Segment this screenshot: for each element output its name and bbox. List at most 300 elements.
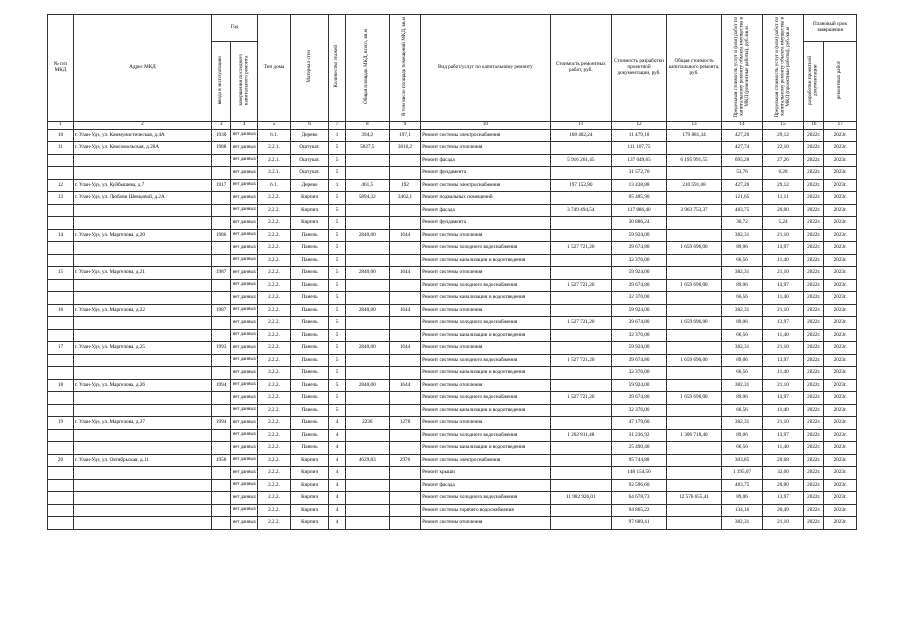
cell-deadline-design: 2022г.: [804, 442, 824, 455]
cell-cost-repair: [550, 229, 611, 242]
cell-total-area: [345, 217, 389, 230]
cell-num: 13: [48, 192, 74, 205]
cell-address: [73, 517, 211, 530]
header-deadline-repair: ремонтных работ: [824, 42, 857, 122]
cell-limit-design: 29,12: [763, 179, 804, 192]
header-num: № п/п МКД: [48, 15, 74, 122]
cell-year-built: 1930: [211, 129, 230, 142]
cell-num: [48, 154, 74, 167]
cell-living-area: [389, 517, 420, 530]
cell-year-built: [211, 204, 230, 217]
cell-year-repair: нет данных: [231, 442, 258, 455]
cell-deadline-repair: 2023г.: [824, 204, 857, 217]
cell-year-repair: нет данных: [231, 467, 258, 480]
cell-cost-repair: [550, 329, 611, 342]
cell-cost-repair: 5 916 261,45: [550, 154, 611, 167]
column-number: 8: [345, 121, 389, 129]
cell-work-type: Ремонт системы холодного водоснабжения: [421, 429, 550, 442]
cell-house-type: 2.2.2.: [258, 379, 290, 392]
cell-wall-material: Кирпич: [290, 217, 329, 230]
cell-deadline-repair: 2023г.: [824, 379, 857, 392]
cell-deadline-design: 2022г.: [804, 479, 824, 492]
cell-address: г. Улан-Удэ, ул. Октябрьская, д.11: [73, 454, 211, 467]
cell-limit-design: 13,97: [763, 492, 804, 505]
cell-house-type: 2.2.1.: [258, 167, 290, 180]
cell-wall-material: Оштукат.: [290, 167, 329, 180]
cell-limit-design: 22,10: [763, 142, 804, 155]
table-row: [48, 317, 857, 330]
cell-living-area: 1644: [389, 304, 420, 317]
cell-total-area: 394,2: [345, 129, 389, 142]
table-row: [48, 304, 857, 317]
capital-repair-table: [47, 14, 857, 530]
cell-year-built: [211, 317, 230, 330]
cell-limit-design: 13,97: [763, 317, 804, 330]
header-living-area: В том числе площадь помещений МКД, кв.м: [389, 15, 420, 122]
cell-year-built: 1993: [211, 342, 230, 355]
cell-work-type: Ремонт подвальных помещений: [421, 192, 550, 205]
cell-num: [48, 492, 74, 505]
table-row: [48, 417, 857, 430]
cell-num: [48, 429, 74, 442]
cell-total-area: [345, 154, 389, 167]
cell-wall-material: Кирпич: [290, 479, 329, 492]
table-row: [48, 242, 857, 255]
cell-cost-design: 11 479,10: [612, 129, 667, 142]
cell-year-built: 1994: [211, 417, 230, 430]
header-house-type: Тип дома: [258, 15, 290, 122]
cell-wall-material: Дерево: [290, 129, 329, 142]
cell-limit-design: 11,40: [763, 329, 804, 342]
cell-year-repair: нет данных: [231, 492, 258, 505]
cell-cost-total: [667, 292, 722, 305]
cell-year-repair: нет данных: [231, 217, 258, 230]
cell-cost-repair: 197 152,80: [550, 179, 611, 192]
cell-house-type: 2.2.2.: [258, 204, 290, 217]
cell-cost-repair: [550, 304, 611, 317]
cell-year-repair: нет данных: [231, 404, 258, 417]
header-address: Адрес МКД: [73, 15, 211, 122]
cell-work-type: Ремонт фасада: [421, 154, 550, 167]
cell-year-repair: нет данных: [231, 254, 258, 267]
cell-cost-total: [667, 442, 722, 455]
cell-cost-design: 47 179,60: [612, 417, 667, 430]
cell-year-repair: нет данных: [231, 417, 258, 430]
cell-year-repair: нет данных: [231, 292, 258, 305]
cell-num: 14: [48, 229, 74, 242]
cell-limit-repair: 483,75: [722, 204, 763, 217]
cell-cost-design: 32 376,00: [612, 329, 667, 342]
cell-limit-repair: 30,72: [722, 217, 763, 230]
column-number: 12: [612, 121, 667, 129]
cell-limit-repair: 66,56: [722, 404, 763, 417]
cell-cost-design: 32 376,00: [612, 404, 667, 417]
cell-total-area: [345, 329, 389, 342]
cell-year-built: [211, 167, 230, 180]
cell-floors: 4: [329, 467, 345, 480]
cell-living-area: [389, 404, 420, 417]
cell-address: г. Улан-Удэ, ул. Любови Шевцовой, д.2А: [73, 192, 211, 205]
cell-wall-material: Панель: [290, 304, 329, 317]
cell-living-area: [389, 354, 420, 367]
table-row: [48, 142, 857, 155]
cell-limit-design: 20,00: [763, 479, 804, 492]
table-row: [48, 379, 857, 392]
cell-deadline-repair: 2023г.: [824, 142, 857, 155]
cell-year-repair: нет данных: [231, 317, 258, 330]
cell-deadline-design: 2022г.: [804, 192, 824, 205]
cell-deadline-repair: 2023г.: [824, 517, 857, 530]
cell-deadline-design: 2022г.: [804, 329, 824, 342]
cell-total-area: 2236: [345, 417, 389, 430]
table-row: [48, 354, 857, 367]
cell-year-repair: нет данных: [231, 267, 258, 280]
cell-living-area: [389, 292, 420, 305]
cell-cost-design: 30 886,24: [612, 217, 667, 230]
cell-limit-repair: 382,31: [722, 342, 763, 355]
cell-deadline-design: 2022г.: [804, 404, 824, 417]
cell-limit-repair: 382,31: [722, 304, 763, 317]
cell-limit-design: 20,49: [763, 504, 804, 517]
cell-living-area: [389, 204, 420, 217]
cell-work-type: Ремонт системы отопления: [421, 417, 550, 430]
cell-floors: 5: [329, 242, 345, 255]
cell-house-type: 2.2.2.: [258, 517, 290, 530]
cell-deadline-repair: 2023г.: [824, 179, 857, 192]
cell-cost-repair: [550, 254, 611, 267]
cell-limit-repair: 66,56: [722, 442, 763, 455]
cell-floors: 5: [329, 379, 345, 392]
cell-year-built: 1958: [211, 454, 230, 467]
cell-deadline-design: 2022г.: [804, 129, 824, 142]
table-row: [48, 467, 857, 480]
cell-cost-design: 59 924,00: [612, 304, 667, 317]
cell-cost-repair: 1 202 811,48: [550, 429, 611, 442]
cell-living-area: [389, 479, 420, 492]
cell-house-type: 2.2.2.: [258, 504, 290, 517]
cell-year-repair: нет данных: [231, 167, 258, 180]
cell-house-type: 2.2.2.: [258, 292, 290, 305]
cell-total-area: [345, 517, 389, 530]
cell-cost-repair: [550, 167, 611, 180]
cell-cost-repair: [550, 404, 611, 417]
column-number-row: [48, 121, 857, 129]
table-row: [48, 342, 857, 355]
cell-address: [73, 492, 211, 505]
cell-cost-design: 32 376,00: [612, 367, 667, 380]
cell-address: г. Улан-Удэ, ул. Маргелова, д.20: [73, 229, 211, 242]
cell-cost-total: [667, 304, 722, 317]
cell-limit-repair: 66,56: [722, 254, 763, 267]
cell-deadline-repair: 2023г.: [824, 304, 857, 317]
cell-total-area: 461,5: [345, 179, 389, 192]
cell-wall-material: Панель: [290, 429, 329, 442]
cell-total-area: [345, 429, 389, 442]
cell-num: 17: [48, 342, 74, 355]
cell-work-type: Ремонт системы отопления: [421, 342, 550, 355]
cell-total-area: 2840,00: [345, 342, 389, 355]
cell-work-type: Ремонт крыши: [421, 467, 550, 480]
cell-year-built: [211, 354, 230, 367]
cell-wall-material: Панель: [290, 254, 329, 267]
column-number: 9: [389, 121, 420, 129]
cell-limit-design: 21,10: [763, 379, 804, 392]
cell-address: г. Улан-Удэ, ул. Маргелова, д.26: [73, 379, 211, 392]
table-row: [48, 204, 857, 217]
cell-wall-material: Панель: [290, 354, 329, 367]
cell-address: [73, 467, 211, 480]
cell-cost-total: [667, 267, 722, 280]
column-number: 15: [763, 121, 804, 129]
header-total-area: Общая площадь МКД, всего, кв.м: [345, 15, 389, 122]
cell-cost-total: [667, 454, 722, 467]
table-row: [48, 429, 857, 442]
cell-total-area: [345, 167, 389, 180]
cell-limit-design: 21,10: [763, 517, 804, 530]
cell-num: [48, 392, 74, 405]
cell-wall-material: Кирпич: [290, 517, 329, 530]
column-number: 6: [290, 121, 329, 129]
cell-wall-material: Панель: [290, 267, 329, 280]
cell-year-built: [211, 392, 230, 405]
cell-living-area: 1278: [389, 417, 420, 430]
table-row: [48, 492, 857, 505]
cell-cost-repair: [550, 417, 611, 430]
cell-total-area: [345, 317, 389, 330]
cell-living-area: [389, 217, 420, 230]
cell-cost-total: [667, 479, 722, 492]
cell-deadline-design: 2022г.: [804, 204, 824, 217]
cell-cost-repair: 168 402,24: [550, 129, 611, 142]
column-number: 4: [231, 121, 258, 129]
cell-deadline-repair: 2023г.: [824, 129, 857, 142]
cell-cost-design: 39 674,80: [612, 317, 667, 330]
cell-limit-design: 29,12: [763, 129, 804, 142]
cell-wall-material: Панель: [290, 329, 329, 342]
cell-num: 12: [48, 179, 74, 192]
cell-limit-repair: 89,06: [722, 392, 763, 405]
cell-work-type: Ремонт системы отопления: [421, 142, 550, 155]
cell-cost-repair: 1 527 721,20: [550, 354, 611, 367]
cell-num: [48, 254, 74, 267]
cell-limit-repair: 382,31: [722, 417, 763, 430]
cell-year-repair: нет данных: [231, 129, 258, 142]
cell-living-area: [389, 317, 420, 330]
cell-house-type: 2.2.2.: [258, 354, 290, 367]
cell-cost-repair: [550, 467, 611, 480]
cell-cost-design: 59 924,00: [612, 267, 667, 280]
cell-limit-design: 11,40: [763, 254, 804, 267]
cell-year-built: [211, 479, 230, 492]
cell-floors: 5: [329, 229, 345, 242]
cell-wall-material: Кирпич: [290, 454, 329, 467]
cell-house-type: 2.2.2.: [258, 279, 290, 292]
cell-work-type: Ремонт фундамента: [421, 167, 550, 180]
cell-year-repair: нет данных: [231, 429, 258, 442]
cell-work-type: Ремонт системы холодного водоснабжения: [421, 242, 550, 255]
header-cost-total: Общая стоимость капитального ремонта, руб.: [667, 15, 722, 122]
cell-cost-total: [667, 192, 722, 205]
cell-cost-design: 31 572,70: [612, 167, 667, 180]
cell-year-repair: нет данных: [231, 379, 258, 392]
cell-cost-total: [667, 417, 722, 430]
cell-deadline-design: 2022г.: [804, 429, 824, 442]
cell-cost-total: [667, 342, 722, 355]
cell-wall-material: Кирпич: [290, 467, 329, 480]
cell-limit-repair: 89,06: [722, 429, 763, 442]
cell-year-built: [211, 217, 230, 230]
cell-year-built: 1987: [211, 304, 230, 317]
cell-total-area: 5894,32: [345, 192, 389, 205]
cell-limit-design: 13,97: [763, 429, 804, 442]
cell-living-area: 3462,1: [389, 192, 420, 205]
cell-num: [48, 292, 74, 305]
cell-work-type: Ремонт системы электроснабжения: [421, 179, 550, 192]
cell-address: [73, 442, 211, 455]
cell-deadline-design: 2022г.: [804, 279, 824, 292]
cell-deadline-repair: 2023г.: [824, 217, 857, 230]
cell-num: 10: [48, 129, 74, 142]
cell-limit-design: 21,10: [763, 342, 804, 355]
cell-cost-total: 6 195 991,55: [667, 154, 722, 167]
cell-cost-design: 94 865,22: [612, 504, 667, 517]
cell-wall-material: Кирпич: [290, 492, 329, 505]
cell-limit-design: 21,10: [763, 304, 804, 317]
cell-year-repair: нет данных: [231, 242, 258, 255]
header-floors: Количество этажей: [329, 15, 345, 122]
cell-deadline-design: 2022г.: [804, 254, 824, 267]
cell-floors: 5: [329, 329, 345, 342]
header-limit-repair: Предельная стоимость услуг и (или) работ по капитальному ремонту объекта имущества в МКД (ремонтные работы), руб./кв.м: [722, 15, 763, 122]
cell-year-repair: нет данных: [231, 367, 258, 380]
cell-num: [48, 279, 74, 292]
cell-living-area: 192: [389, 179, 420, 192]
table-body: [48, 129, 857, 529]
cell-address: [73, 154, 211, 167]
cell-limit-design: 11,40: [763, 404, 804, 417]
cell-limit-repair: 427,20: [722, 129, 763, 142]
cell-deadline-design: 2022г.: [804, 379, 824, 392]
cell-work-type: Ремонт системы холодного водоснабжения: [421, 492, 550, 505]
cell-cost-repair: [550, 342, 611, 355]
cell-cost-repair: [550, 504, 611, 517]
cell-work-type: Ремонт системы электроснабжения: [421, 129, 550, 142]
cell-limit-design: 20,00: [763, 204, 804, 217]
cell-num: 16: [48, 304, 74, 317]
cell-house-type: 2.2.2.: [258, 429, 290, 442]
table-row: [48, 279, 857, 292]
cell-num: [48, 504, 74, 517]
cell-cost-repair: [550, 479, 611, 492]
cell-deadline-repair: 2023г.: [824, 442, 857, 455]
cell-house-type: 2.2.2.: [258, 442, 290, 455]
cell-work-type: Ремонт системы канализации и водоотведения: [421, 254, 550, 267]
header-year-built: ввода в эксплуатацию: [211, 42, 230, 122]
cell-year-built: 1994: [211, 379, 230, 392]
cell-deadline-design: 2022г.: [804, 317, 824, 330]
table-row: [48, 392, 857, 405]
cell-cost-total: [667, 504, 722, 517]
table-row: [48, 167, 857, 180]
cell-house-type: 2.2.2.: [258, 267, 290, 280]
cell-total-area: [345, 367, 389, 380]
cell-wall-material: Панель: [290, 442, 329, 455]
cell-year-built: [211, 442, 230, 455]
table-row: [48, 329, 857, 342]
cell-num: [48, 467, 74, 480]
cell-cost-repair: [550, 142, 611, 155]
table-row: [48, 229, 857, 242]
cell-deadline-repair: 2023г.: [824, 467, 857, 480]
cell-address: г. Улан-Удэ, ул. Маргелова, д.25: [73, 342, 211, 355]
cell-wall-material: Кирпич: [290, 192, 329, 205]
cell-num: [48, 317, 74, 330]
table-row: [48, 154, 857, 167]
cell-num: [48, 367, 74, 380]
cell-deadline-design: 2022г.: [804, 217, 824, 230]
cell-floors: 4: [329, 492, 345, 505]
cell-limit-design: 20,68: [763, 454, 804, 467]
column-number: 5: [258, 121, 290, 129]
cell-deadline-repair: 2023г.: [824, 154, 857, 167]
cell-cost-design: 117 886,40: [612, 204, 667, 217]
cell-wall-material: Дерево: [290, 179, 329, 192]
cell-cost-design: 148 154,56: [612, 467, 667, 480]
cell-deadline-design: 2022г.: [804, 392, 824, 405]
cell-num: 11: [48, 142, 74, 155]
cell-num: [48, 404, 74, 417]
cell-limit-design: 11,40: [763, 292, 804, 305]
cell-deadline-design: 2022г.: [804, 504, 824, 517]
cell-deadline-design: 2022г.: [804, 417, 824, 430]
cell-limit-design: 6,28: [763, 167, 804, 180]
cell-living-area: [389, 254, 420, 267]
cell-address: [73, 254, 211, 267]
cell-work-type: Ремонт фасада: [421, 204, 550, 217]
cell-deadline-design: 2022г.: [804, 492, 824, 505]
cell-year-built: [211, 467, 230, 480]
cell-living-area: [389, 504, 420, 517]
cell-deadline-repair: 2023г.: [824, 342, 857, 355]
cell-work-type: Ремонт системы канализации и водоотведения: [421, 329, 550, 342]
cell-cost-design: 32 376,00: [612, 254, 667, 267]
cell-total-area: [345, 204, 389, 217]
cell-cost-repair: 3 749 494,54: [550, 204, 611, 217]
cell-num: [48, 242, 74, 255]
cell-num: 19: [48, 417, 74, 430]
cell-cost-design: 59 924,00: [612, 379, 667, 392]
cell-cost-repair: [550, 192, 611, 205]
column-number: 11: [550, 121, 611, 129]
cell-limit-design: 11,40: [763, 367, 804, 380]
table-row: [48, 504, 857, 517]
cell-cost-total: 3 963 753,37: [667, 204, 722, 217]
cell-limit-repair: 427,74: [722, 142, 763, 155]
cell-deadline-repair: 2023г.: [824, 504, 857, 517]
cell-cost-repair: [550, 517, 611, 530]
column-number: 14: [722, 121, 763, 129]
cell-limit-repair: 121,65: [722, 192, 763, 205]
cell-cost-repair: [550, 454, 611, 467]
column-number: 2: [73, 121, 211, 129]
table-row: [48, 454, 857, 467]
cell-floors: 5: [329, 254, 345, 267]
cell-cost-total: [667, 404, 722, 417]
cell-year-built: [211, 292, 230, 305]
cell-deadline-design: 2022г.: [804, 367, 824, 380]
cell-year-repair: нет данных: [231, 229, 258, 242]
cell-address: г. Улан-Удэ, ул. Комсомольская, д.28А: [73, 142, 211, 155]
